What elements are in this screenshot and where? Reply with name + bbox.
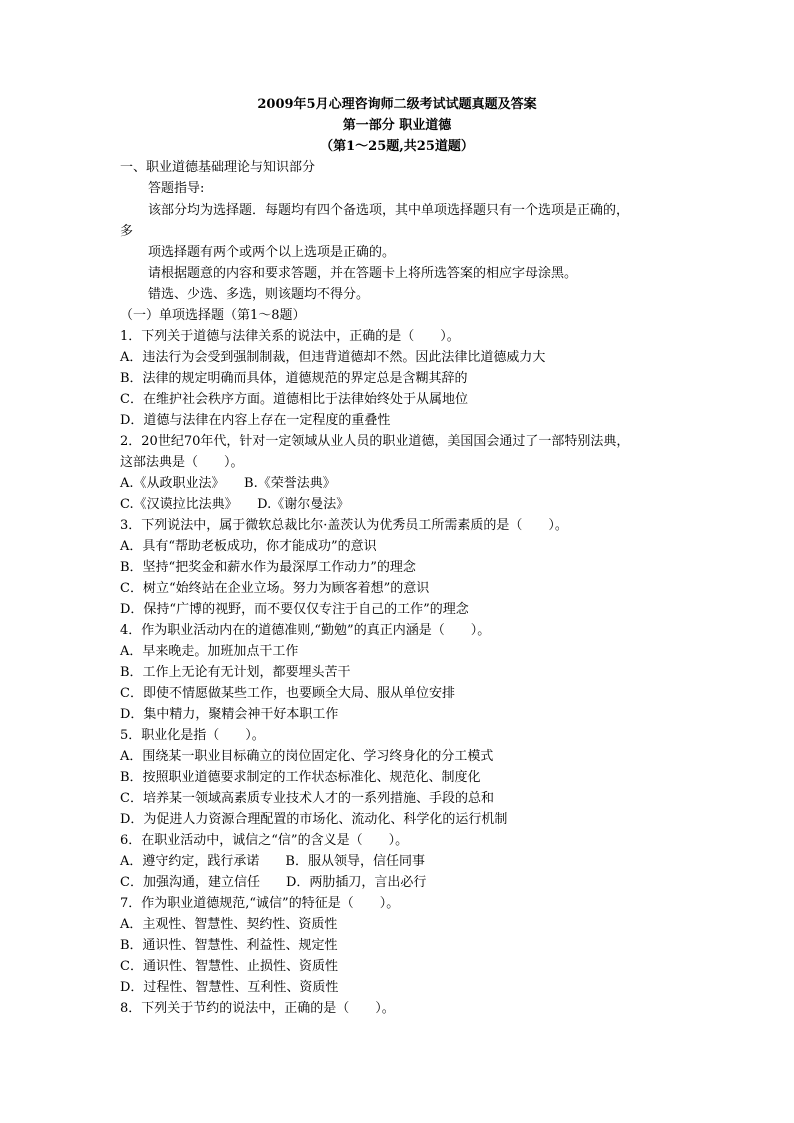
question-line: A．遵守约定，践行承诺 B．服从领导，信任同事 — [120, 854, 425, 869]
question-line: 1．下列关于道德与法律关系的说法中，正确的是（ ）。 — [120, 329, 460, 344]
question-line: D．过程性、智慧性、互利性、资质性 — [120, 980, 339, 995]
question-line: A．主观性、智慧性、契约性、资质性 — [120, 917, 338, 932]
question-line: A．围绕某一职业目标确立的岗位固定化、学习终身化的分工模式 — [120, 749, 494, 764]
question-line: A．早来晚走。加班加点干工作 — [120, 644, 299, 659]
subsection-heading: （一）单项选择题（第1～8题） — [120, 308, 306, 323]
question-range: （第1～25题,共25道题） — [320, 139, 474, 154]
question-line: D．保持“广博的视野，而不要仅仅专注于自己的工作”的理念 — [120, 602, 469, 617]
question-line: B．法律的规定明确而具体，道德规范的界定总是含糊其辞的 — [120, 371, 468, 386]
question-line: C．在维护社会秩序方面。道德相比于法律始终处于从属地位 — [120, 392, 468, 407]
question-line: A．违法行为会受到强制制裁，但违背道德却不然。因此法律比道德威力大 — [120, 350, 546, 365]
question-line: B．工作上无论有无计划，都要埋头苦干 — [120, 665, 351, 680]
question-line: A.《从政职业法》 B.《荣誉法典》 — [120, 476, 336, 491]
instructions-label: 答题指导: — [148, 181, 205, 196]
question-line: B．通识性、智慧性、利益性、规定性 — [120, 938, 338, 953]
question-line: A．具有“帮助老板成功，你才能成功”的意识 — [120, 539, 377, 554]
instruction-line-1-cont: 多 — [120, 224, 134, 239]
question-line: C.《汉谟拉比法典》 D.《谢尔曼法》 — [120, 497, 350, 512]
question-line: C．树立“始终站在企业立场。努力为顾客着想”的意识 — [120, 581, 430, 596]
instruction-line-3: 请根据题意的内容和要求答题，并在答题卡上将所选答案的相应字母涂黑。 — [148, 266, 578, 281]
question-line: 2．20世纪70年代，针对一定领域从业人员的职业道德，美国国会通过了一部特别法典， — [120, 434, 630, 449]
question-line: D．集中精力，聚精会神干好本职工作 — [120, 707, 339, 722]
instruction-line-1: 该部分均为选择题．每题均有四个备选项，其中单项选择题只有一个选项是正确的， — [148, 203, 630, 218]
question-line: 4．作为职业活动内在的道德准则,“勤勉”的真正内涵是（ ）。 — [120, 623, 491, 638]
question-line: C．通识性、智慧性、止损性、资质性 — [120, 959, 338, 974]
question-line: 6．在职业活动中，诚信之“信”的含义是（ ）。 — [120, 833, 409, 848]
question-line: D．道德与法律在内容上存在一定程度的重叠性 — [120, 413, 391, 428]
section-heading: 一、职业道德基础理论与知识部分 — [120, 160, 316, 175]
document-title: 2009年5月心理咨询师二级考试试题真题及答案 — [257, 97, 537, 112]
question-line: 8．下列关于节约的说法中，正确的是（ ）。 — [120, 1001, 395, 1016]
question-line: C．培养某一领域高素质专业技术人才的一系列措施、手段的总和 — [120, 791, 494, 806]
question-line: B．坚持“把奖金和薪水作为最深厚工作动力”的理念 — [120, 560, 416, 575]
question-line: D．为促进人力资源合理配置的市场化、流动化、科学化的运行机制 — [120, 812, 508, 827]
part-heading: 第一部分 职业道德 — [342, 118, 452, 133]
question-line: 7．作为职业道德规范,“诚信”的特征是（ ）。 — [120, 896, 400, 911]
instruction-line-2: 项选择题有两个或两个以上选项是正确的。 — [148, 245, 396, 260]
question-line: C．即使不情愿做某些工作，也要顾全大局、服从单位安排 — [120, 686, 455, 701]
instruction-line-4: 错选、少选、多选，则该题均不得分。 — [148, 287, 370, 302]
question-line: 3．下列说法中，属于微软总裁比尔·盖茨认为优秀员工所需素质的是（ ）。 — [120, 518, 568, 533]
question-line: 这部法典是（ ）。 — [120, 455, 244, 470]
question-line: C．加强沟通，建立信任 D．两肋插刀，言出必行 — [120, 875, 427, 890]
question-line: 5．职业化是指（ ）。 — [120, 728, 265, 743]
question-line: B．按照职业道德要求制定的工作状态标准化、规范化、制度化 — [120, 770, 481, 785]
